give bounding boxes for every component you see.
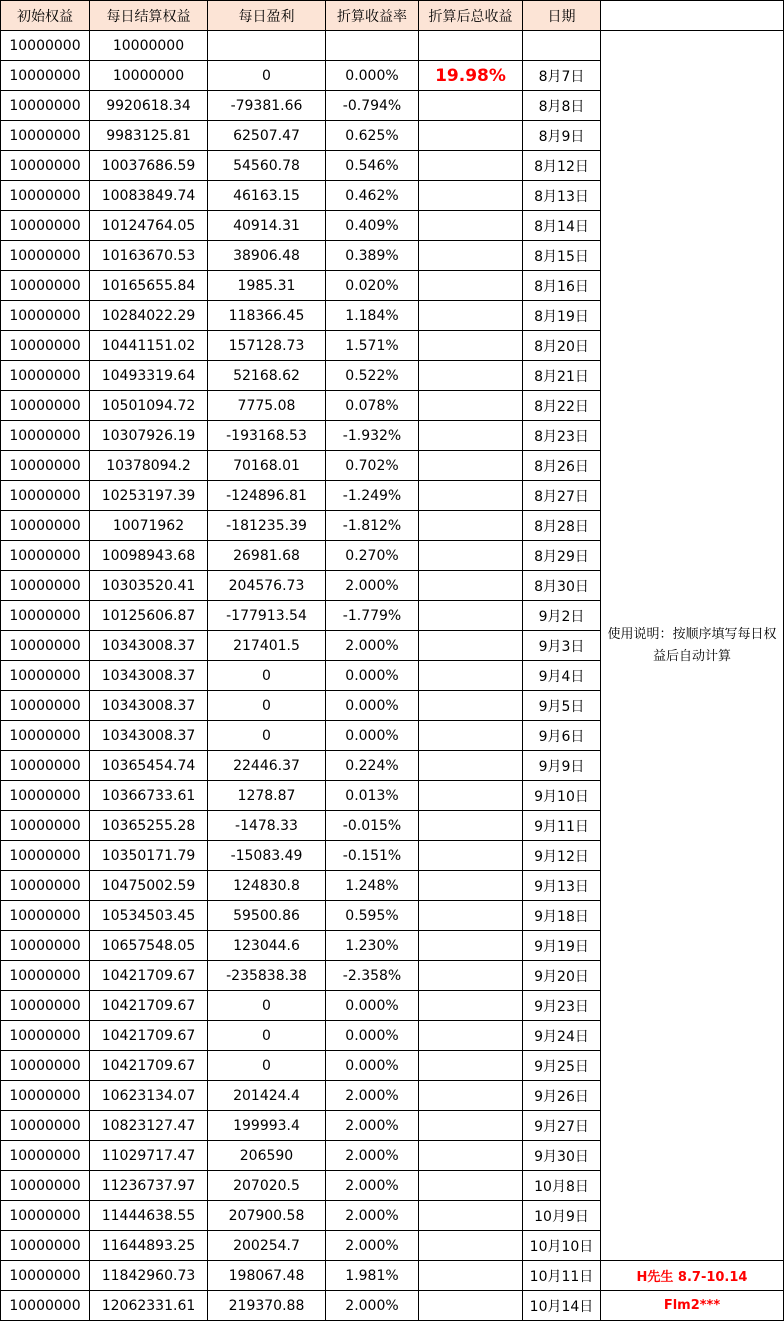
return-rate-cell: 2.000%	[326, 1141, 419, 1171]
initial-equity-cell: 10000000	[1, 751, 90, 781]
return-rate-cell: 2.000%	[326, 631, 419, 661]
date-cell: 8月15日	[523, 241, 601, 271]
total-return-blank	[419, 331, 523, 361]
total-return-blank	[419, 901, 523, 931]
daily-profit-cell: 123044.6	[208, 931, 326, 961]
total-return-blank	[419, 1291, 523, 1321]
total-return-blank	[419, 31, 523, 61]
settlement-equity-cell: 9983125.81	[90, 121, 208, 151]
initial-equity-cell: 10000000	[1, 901, 90, 931]
return-rate-cell: 0.020%	[326, 271, 419, 301]
usage-note: 使用说明：按顺序填写每日权益后自动计算	[601, 31, 784, 1261]
daily-profit-cell: 38906.48	[208, 241, 326, 271]
initial-equity-cell: 10000000	[1, 1111, 90, 1141]
date-cell: 10月10日	[523, 1231, 601, 1261]
date-cell: 8月13日	[523, 181, 601, 211]
total-return-blank	[419, 421, 523, 451]
return-rate-cell: -0.794%	[326, 91, 419, 121]
date-cell: 8月22日	[523, 391, 601, 421]
settlement-equity-cell: 10071962	[90, 511, 208, 541]
settlement-equity-cell: 10421709.67	[90, 991, 208, 1021]
initial-equity-cell: 10000000	[1, 1141, 90, 1171]
date-cell: 10月14日	[523, 1291, 601, 1321]
daily-profit-cell: 118366.45	[208, 301, 326, 331]
daily-profit-cell: 26981.68	[208, 541, 326, 571]
table-row	[1, 1291, 784, 1321]
return-rate-cell: 0.389%	[326, 241, 419, 271]
settlement-equity-cell: 10098943.68	[90, 541, 208, 571]
initial-equity-cell: 10000000	[1, 1231, 90, 1261]
total-return-blank	[419, 1261, 523, 1291]
return-rate-cell: 0.270%	[326, 541, 419, 571]
header-date: 日期	[523, 1, 601, 31]
settlement-equity-cell: 9920618.34	[90, 91, 208, 121]
daily-profit-cell: 0	[208, 691, 326, 721]
header-daily-profit: 每日盈利	[208, 1, 326, 31]
return-rate-cell: 2.000%	[326, 1201, 419, 1231]
daily-profit-cell: 198067.48	[208, 1261, 326, 1291]
date-cell: 8月12日	[523, 151, 601, 181]
return-rate-cell: -1.932%	[326, 421, 419, 451]
initial-equity-cell: 10000000	[1, 1291, 90, 1321]
total-return-blank	[419, 211, 523, 241]
signature-id: Flm2***	[601, 1291, 784, 1321]
settlement-equity-cell: 10421709.67	[90, 961, 208, 991]
daily-profit-cell: 54560.78	[208, 151, 326, 181]
initial-equity-cell: 10000000	[1, 841, 90, 871]
date-cell: 8月29日	[523, 541, 601, 571]
daily-profit-cell: 59500.86	[208, 901, 326, 931]
total-return-blank	[419, 1231, 523, 1261]
initial-equity-cell: 10000000	[1, 1261, 90, 1291]
settlement-equity-cell: 10343008.37	[90, 661, 208, 691]
date-cell: 8月16日	[523, 271, 601, 301]
settlement-equity-cell: 10493319.64	[90, 361, 208, 391]
settlement-equity-cell: 10421709.67	[90, 1021, 208, 1051]
date-cell: 9月9日	[523, 751, 601, 781]
total-return-blank	[419, 1051, 523, 1081]
return-rate-cell: -1.812%	[326, 511, 419, 541]
date-cell: 8月7日	[523, 61, 601, 91]
header-blank	[601, 1, 784, 31]
initial-equity-cell: 10000000	[1, 361, 90, 391]
return-rate-cell: 0.409%	[326, 211, 419, 241]
total-return-blank	[419, 961, 523, 991]
total-return-blank	[419, 661, 523, 691]
total-return-blank	[419, 571, 523, 601]
initial-equity-cell: 10000000	[1, 271, 90, 301]
date-cell: 9月19日	[523, 931, 601, 961]
return-rate-cell: 0.000%	[326, 661, 419, 691]
total-return-blank	[419, 181, 523, 211]
return-rate-cell: 2.000%	[326, 1111, 419, 1141]
daily-profit-cell: 217401.5	[208, 631, 326, 661]
initial-equity-cell: 10000000	[1, 1081, 90, 1111]
settlement-equity-cell: 11444638.55	[90, 1201, 208, 1231]
return-rate-cell: -1.779%	[326, 601, 419, 631]
return-rate-cell: 2.000%	[326, 1081, 419, 1111]
initial-equity-cell: 10000000	[1, 61, 90, 91]
return-rate-cell: 0.000%	[326, 691, 419, 721]
daily-profit-cell: 201424.4	[208, 1081, 326, 1111]
settlement-equity-cell: 11236737.97	[90, 1171, 208, 1201]
initial-equity-cell: 10000000	[1, 571, 90, 601]
return-rate-cell: 2.000%	[326, 1171, 419, 1201]
return-rate-cell: 0.224%	[326, 751, 419, 781]
date-cell: 9月23日	[523, 991, 601, 1021]
settlement-equity-cell: 10307926.19	[90, 421, 208, 451]
settlement-equity-cell: 10365454.74	[90, 751, 208, 781]
date-cell: 10月11日	[523, 1261, 601, 1291]
initial-equity-cell: 10000000	[1, 931, 90, 961]
settlement-equity-cell: 10365255.28	[90, 811, 208, 841]
date-cell: 9月10日	[523, 781, 601, 811]
date-cell: 9月12日	[523, 841, 601, 871]
total-return-blank	[419, 871, 523, 901]
total-return-blank	[419, 391, 523, 421]
settlement-equity-cell: 10037686.59	[90, 151, 208, 181]
total-return-blank	[419, 601, 523, 631]
daily-profit-cell: 219370.88	[208, 1291, 326, 1321]
table-row	[1, 1261, 784, 1291]
date-cell: 9月6日	[523, 721, 601, 751]
return-rate-cell: 2.000%	[326, 1231, 419, 1261]
date-cell: 9月4日	[523, 661, 601, 691]
total-return-blank	[419, 121, 523, 151]
daily-profit-cell: -235838.38	[208, 961, 326, 991]
initial-equity-cell: 10000000	[1, 331, 90, 361]
table-row	[1, 31, 784, 61]
settlement-equity-cell: 10303520.41	[90, 571, 208, 601]
return-rate-cell: 0.522%	[326, 361, 419, 391]
daily-profit-cell: 206590	[208, 1141, 326, 1171]
total-return-blank	[419, 241, 523, 271]
return-rate-cell: 0.000%	[326, 721, 419, 751]
return-rate-cell: 1.981%	[326, 1261, 419, 1291]
total-return-blank	[419, 841, 523, 871]
daily-profit-cell: 70168.01	[208, 451, 326, 481]
initial-equity-cell: 10000000	[1, 811, 90, 841]
settlement-equity-cell: 10501094.72	[90, 391, 208, 421]
settlement-equity-cell: 10163670.53	[90, 241, 208, 271]
total-return-blank	[419, 691, 523, 721]
daily-profit-cell: 0	[208, 1051, 326, 1081]
daily-profit-cell: 207900.58	[208, 1201, 326, 1231]
initial-equity-cell: 10000000	[1, 391, 90, 421]
total-return-blank	[419, 1171, 523, 1201]
date-cell: 9月20日	[523, 961, 601, 991]
return-rate-cell: 2.000%	[326, 1291, 419, 1321]
settlement-equity-cell: 10165655.84	[90, 271, 208, 301]
date-cell: 9月26日	[523, 1081, 601, 1111]
initial-equity-cell: 10000000	[1, 151, 90, 181]
return-rate-cell: 0.546%	[326, 151, 419, 181]
initial-equity-cell: 10000000	[1, 631, 90, 661]
total-return-blank	[419, 1141, 523, 1171]
initial-equity-cell: 10000000	[1, 181, 90, 211]
date-cell: 8月20日	[523, 331, 601, 361]
daily-profit-cell: 1985.31	[208, 271, 326, 301]
initial-equity-cell: 10000000	[1, 241, 90, 271]
date-cell: 10月8日	[523, 1171, 601, 1201]
total-return-blank	[419, 931, 523, 961]
daily-profit-cell: 0	[208, 1021, 326, 1051]
daily-profit-cell: -177913.54	[208, 601, 326, 631]
settlement-equity-cell: 10253197.39	[90, 481, 208, 511]
date-cell: 9月18日	[523, 901, 601, 931]
total-return-value: 19.98%	[419, 61, 523, 91]
total-return-blank	[419, 991, 523, 1021]
total-return-blank	[419, 151, 523, 181]
return-rate-cell: 0.595%	[326, 901, 419, 931]
settlement-equity-cell: 10534503.45	[90, 901, 208, 931]
return-rate-cell: 1.184%	[326, 301, 419, 331]
date-cell	[523, 31, 601, 61]
return-rate-cell: -0.015%	[326, 811, 419, 841]
total-return-blank	[419, 301, 523, 331]
total-return-blank	[419, 1081, 523, 1111]
settlement-equity-cell: 10350171.79	[90, 841, 208, 871]
initial-equity-cell: 10000000	[1, 691, 90, 721]
daily-profit-cell: 22446.37	[208, 751, 326, 781]
daily-profit-cell: -193168.53	[208, 421, 326, 451]
total-return-blank	[419, 91, 523, 121]
initial-equity-cell: 10000000	[1, 991, 90, 1021]
total-return-blank	[419, 811, 523, 841]
initial-equity-cell: 10000000	[1, 1021, 90, 1051]
return-rate-cell: 0.702%	[326, 451, 419, 481]
daily-profit-cell: 204576.73	[208, 571, 326, 601]
date-cell: 8月27日	[523, 481, 601, 511]
total-return-blank	[419, 781, 523, 811]
header-daily-settlement-equity: 每日结算权益	[90, 1, 208, 31]
daily-profit-cell: -181235.39	[208, 511, 326, 541]
initial-equity-cell: 10000000	[1, 1051, 90, 1081]
daily-profit-cell	[208, 31, 326, 61]
total-return-blank	[419, 1111, 523, 1141]
return-rate-cell	[326, 31, 419, 61]
return-rate-cell: 0.000%	[326, 1051, 419, 1081]
settlement-equity-cell: 10124764.05	[90, 211, 208, 241]
signature-name-period: H先生 8.7-10.14	[601, 1261, 784, 1291]
initial-equity-cell: 10000000	[1, 451, 90, 481]
settlement-equity-cell: 10343008.37	[90, 721, 208, 751]
date-cell: 9月24日	[523, 1021, 601, 1051]
initial-equity-cell: 10000000	[1, 1201, 90, 1231]
total-return-blank	[419, 541, 523, 571]
settlement-equity-cell: 11842960.73	[90, 1261, 208, 1291]
table-body	[1, 1, 784, 1321]
settlement-equity-cell: 10378094.2	[90, 451, 208, 481]
daily-profit-cell: -124896.81	[208, 481, 326, 511]
return-rate-cell: -1.249%	[326, 481, 419, 511]
total-return-blank	[419, 631, 523, 661]
daily-profit-cell: -79381.66	[208, 91, 326, 121]
date-cell: 8月9日	[523, 121, 601, 151]
daily-profit-cell: 1278.87	[208, 781, 326, 811]
settlement-equity-cell: 10083849.74	[90, 181, 208, 211]
daily-profit-cell: 0	[208, 991, 326, 1021]
initial-equity-cell: 10000000	[1, 481, 90, 511]
total-return-blank	[419, 361, 523, 391]
settlement-equity-cell: 10441151.02	[90, 331, 208, 361]
initial-equity-cell: 10000000	[1, 781, 90, 811]
total-return-blank	[419, 481, 523, 511]
total-return-blank	[419, 1021, 523, 1051]
date-cell: 8月23日	[523, 421, 601, 451]
initial-equity-cell: 10000000	[1, 301, 90, 331]
settlement-equity-cell: 10823127.47	[90, 1111, 208, 1141]
date-cell: 9月3日	[523, 631, 601, 661]
settlement-equity-cell: 10000000	[90, 31, 208, 61]
header-converted-return-rate: 折算收益率	[326, 1, 419, 31]
date-cell: 9月13日	[523, 871, 601, 901]
total-return-blank	[419, 271, 523, 301]
settlement-equity-cell: 10343008.37	[90, 691, 208, 721]
return-rate-cell: 0.462%	[326, 181, 419, 211]
return-rate-cell: 0.625%	[326, 121, 419, 151]
return-rate-cell: -0.151%	[326, 841, 419, 871]
return-rate-cell: -2.358%	[326, 961, 419, 991]
daily-profit-cell: -1478.33	[208, 811, 326, 841]
settlement-equity-cell: 10000000	[90, 61, 208, 91]
return-rate-cell: 1.571%	[326, 331, 419, 361]
settlement-equity-cell: 10284022.29	[90, 301, 208, 331]
initial-equity-cell: 10000000	[1, 31, 90, 61]
header-total-return: 折算后总收益	[419, 1, 523, 31]
daily-profit-cell: 0	[208, 661, 326, 691]
date-cell: 8月14日	[523, 211, 601, 241]
date-cell: 8月30日	[523, 571, 601, 601]
initial-equity-cell: 10000000	[1, 421, 90, 451]
return-rate-cell: 2.000%	[326, 571, 419, 601]
initial-equity-cell: 10000000	[1, 661, 90, 691]
initial-equity-cell: 10000000	[1, 871, 90, 901]
initial-equity-cell: 10000000	[1, 121, 90, 151]
daily-profit-cell: 52168.62	[208, 361, 326, 391]
settlement-equity-cell: 10623134.07	[90, 1081, 208, 1111]
settlement-equity-cell: 10475002.59	[90, 871, 208, 901]
settlement-equity-cell: 11644893.25	[90, 1231, 208, 1261]
daily-profit-cell: 124830.8	[208, 871, 326, 901]
header-row	[1, 1, 784, 31]
date-cell: 8月28日	[523, 511, 601, 541]
daily-profit-cell: 40914.31	[208, 211, 326, 241]
initial-equity-cell: 10000000	[1, 541, 90, 571]
daily-profit-cell: 157128.73	[208, 331, 326, 361]
daily-profit-cell: 0	[208, 61, 326, 91]
date-cell: 9月27日	[523, 1111, 601, 1141]
daily-profit-cell: 200254.7	[208, 1231, 326, 1261]
total-return-blank	[419, 751, 523, 781]
daily-profit-cell: 0	[208, 721, 326, 751]
daily-profit-cell: 7775.08	[208, 391, 326, 421]
total-return-blank	[419, 1201, 523, 1231]
date-cell: 8月19日	[523, 301, 601, 331]
date-cell: 9月5日	[523, 691, 601, 721]
total-return-blank	[419, 451, 523, 481]
settlement-equity-cell: 12062331.61	[90, 1291, 208, 1321]
daily-profit-cell: 46163.15	[208, 181, 326, 211]
total-return-blank	[419, 721, 523, 751]
settlement-equity-cell: 10125606.87	[90, 601, 208, 631]
return-rate-cell: 0.013%	[326, 781, 419, 811]
return-rate-cell: 1.230%	[326, 931, 419, 961]
daily-profit-cell: 207020.5	[208, 1171, 326, 1201]
date-cell: 8月26日	[523, 451, 601, 481]
return-rate-cell: 0.000%	[326, 991, 419, 1021]
date-cell: 9月2日	[523, 601, 601, 631]
initial-equity-cell: 10000000	[1, 1171, 90, 1201]
initial-equity-cell: 10000000	[1, 211, 90, 241]
settlement-equity-cell: 10421709.67	[90, 1051, 208, 1081]
initial-equity-cell: 10000000	[1, 721, 90, 751]
settlement-equity-cell: 10366733.61	[90, 781, 208, 811]
date-cell: 9月30日	[523, 1141, 601, 1171]
total-return-blank	[419, 511, 523, 541]
date-cell: 9月11日	[523, 811, 601, 841]
return-rate-cell: 0.000%	[326, 61, 419, 91]
initial-equity-cell: 10000000	[1, 511, 90, 541]
return-rate-cell: 0.000%	[326, 1021, 419, 1051]
daily-profit-cell: -15083.49	[208, 841, 326, 871]
initial-equity-cell: 10000000	[1, 91, 90, 121]
initial-equity-cell: 10000000	[1, 961, 90, 991]
return-rate-cell: 0.078%	[326, 391, 419, 421]
header-initial-equity: 初始权益	[1, 1, 90, 31]
date-cell: 8月8日	[523, 91, 601, 121]
initial-equity-cell: 10000000	[1, 601, 90, 631]
settlement-equity-cell: 10343008.37	[90, 631, 208, 661]
return-rate-cell: 1.248%	[326, 871, 419, 901]
date-cell: 8月21日	[523, 361, 601, 391]
date-cell: 10月9日	[523, 1201, 601, 1231]
settlement-equity-cell: 10657548.05	[90, 931, 208, 961]
settlement-equity-cell: 11029717.47	[90, 1141, 208, 1171]
date-cell: 9月25日	[523, 1051, 601, 1081]
daily-profit-cell: 199993.4	[208, 1111, 326, 1141]
daily-profit-cell: 62507.47	[208, 121, 326, 151]
